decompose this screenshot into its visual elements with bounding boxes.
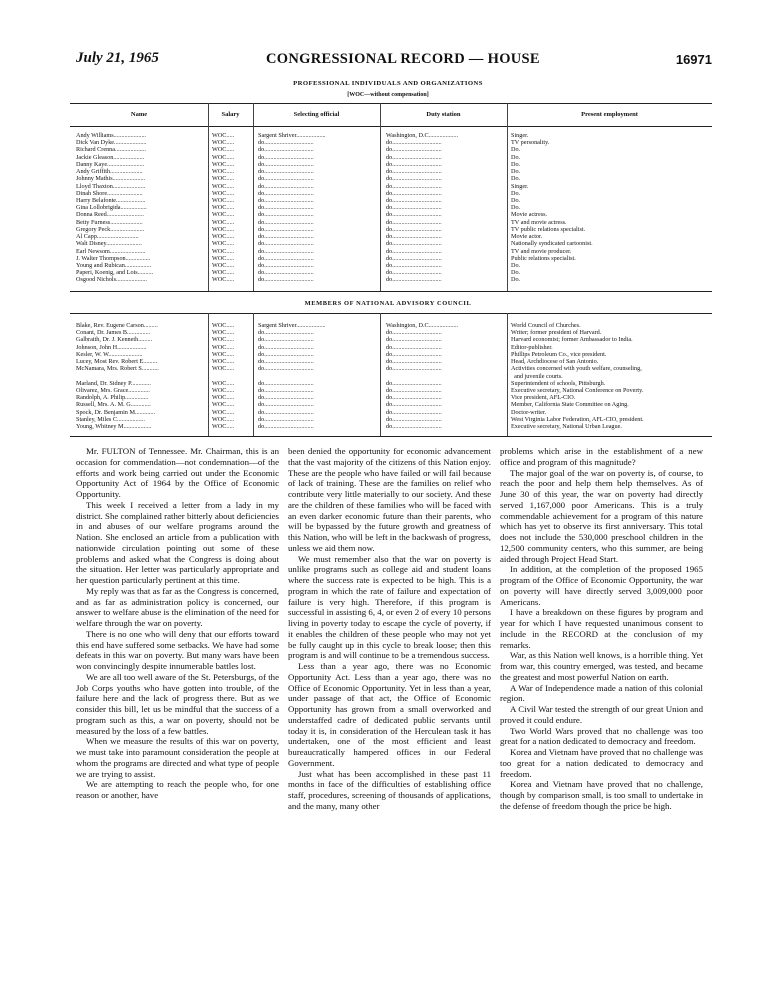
table-cell-station: [386, 373, 505, 380]
table2-title: MEMBERS OF NATIONAL ADVISORY COUNCIL: [304, 300, 472, 307]
table-cell-official: do................................: [258, 269, 314, 277]
table-cell-name: J. Walter Thompson................: [76, 254, 151, 262]
table-cell-employment: Activities concerned with youth welfare, counseling,: [511, 365, 642, 373]
table2-vrule: [380, 313, 381, 436]
header-title: CONGRESSIONAL RECORD — HOUSE: [266, 51, 540, 67]
table-cell-employment: Writer; former president of Harvard.: [511, 329, 602, 337]
table-cell-name: Earl Newsom.......................: [76, 247, 146, 255]
table-cell-name: Olivarez, Mrs. Grace..............: [76, 386, 150, 394]
col-header-employment: Present employment: [581, 111, 638, 118]
table-cell-employment: TV public relations specialist.: [511, 225, 586, 233]
table-cell-station: do................................: [386, 233, 442, 241]
table-cell-station: do................................: [386, 358, 442, 366]
paragraph: We are attempting to reach the people who, for one reason or another, have: [76, 779, 279, 800]
table-cell-employment: Singer.: [511, 182, 529, 190]
table-cell-name: [76, 373, 206, 380]
table-cell-official: do................................: [258, 261, 314, 269]
table-cell-name: Betty Furness.....................: [76, 218, 143, 226]
body-column-2: [288, 446, 491, 812]
table-cell-salary: WOC.....: [212, 408, 235, 416]
table2-stations: [386, 322, 505, 430]
table2-vrule: [208, 313, 209, 436]
table-cell-salary: WOC.....: [212, 168, 235, 176]
table-cell-station: do................................: [386, 379, 442, 387]
table-cell-official: do................................: [258, 146, 314, 154]
table-cell-station: do................................: [386, 365, 442, 373]
table-cell-salary: WOC.....: [212, 350, 235, 358]
table-cell-salary: WOC.....: [212, 358, 235, 366]
table-cell-name: Walt Disney.......................: [76, 240, 142, 248]
table-cell-employment: Do.: [511, 160, 521, 168]
table-cell-name: Johnson, John H...................: [76, 343, 147, 351]
col-header-salary: Salary: [221, 111, 240, 118]
table-cell-station: do................................: [386, 386, 442, 394]
table-cell-employment: Do.: [511, 153, 521, 161]
table-cell-official: do................................: [258, 365, 314, 373]
table-cell-name: Spock, Dr. Benjamin M.............: [76, 408, 156, 416]
table-cell-name: Gregory Peck......................: [76, 225, 145, 233]
table-cell-name: Russell, Mrs. A. M. G.............: [76, 401, 151, 409]
table-cell-station: do................................: [386, 240, 442, 248]
paragraph: Korea and Vietnam have proved that no challenge was too great for a nation dedicated to democracy and freedom.: [500, 747, 703, 779]
table-cell-salary: WOC.....: [212, 386, 235, 394]
table-cell-salary: WOC.....: [212, 423, 235, 431]
table1-vrule: [507, 103, 508, 291]
table-cell-station: do................................: [386, 415, 442, 423]
table-cell-official: do................................: [258, 343, 314, 351]
paragraph: We must remember also that the war on poverty is unlike programs such as college aid and student loans where the success rate is expected to be high. This is a program in which the rate of failure and expectation of failure is very high. Therefore, if this program is successful in assisting 6, 4, or even 2 of every 10 persons living in poverty today to escape the cycle of poverty, if it enables the children of these people who may not yet be fully caught up in this cycle to break loose; then this program is and will continue to be a tremendous success.: [288, 553, 491, 661]
table-cell-station: Washington, D.C...................: [386, 322, 459, 329]
table-cell-official: do................................: [258, 394, 314, 402]
paragraph: There is no one who will deny that our efforts toward this end have suffered some setbacks. We have had some defeats in this war on poverty. But many wars have been won convincingly despite innumerable battles lost.: [76, 628, 279, 671]
table-cell-name: Blake, Rev. Eugene Carson.........: [76, 322, 158, 329]
table-cell-salary: WOC.....: [212, 160, 235, 168]
table-cell-employment: TV personality.: [511, 139, 550, 147]
table-cell-name: Paperi, Koenig, and Lois..........: [76, 269, 154, 277]
paragraph: A Civil War tested the strength of our great Union and proved it could endure.: [500, 704, 703, 725]
paragraph: been denied the opportunity for economic advancement that the vast majority of the citizens of this Nation enjoy. These are the people who have failed or will fail because of lack of training. These are the families on relief who contribute very little materially to our society. And these are the children of these families who will be faced with an even darker economic future than their parents, who will be bypassed by the future growth and greatness of this Nation, who will be left in the backwash of progress, unless we aid them now.: [288, 446, 491, 553]
table-cell-official: do................................: [258, 196, 314, 204]
page-number: 16971: [675, 52, 712, 67]
table-cell-name: Donna Reed........................: [76, 211, 144, 219]
table-cell-station: do................................: [386, 394, 442, 402]
table1-stations: [386, 132, 505, 284]
table-cell-salary: [212, 373, 252, 380]
table-cell-salary: WOC.....: [212, 225, 235, 233]
table-cell-official: do................................: [258, 401, 314, 409]
table-cell-station: do................................: [386, 211, 442, 219]
table-cell-station: do................................: [386, 261, 442, 269]
table-cell-station: do................................: [386, 336, 442, 344]
table-cell-name: Randolph, A. Philip...............: [76, 394, 149, 402]
table-cell-employment: Superintendent of schools, Pittsburgh.: [511, 379, 606, 387]
table-cell-name: Al Capp...........................: [76, 233, 139, 241]
paragraph: War, as this Nation well knows, is a horrible thing. Yet from war, this country emerged, was tested, and became the greatest and most powerful Nation on earth.: [500, 650, 703, 682]
table-cell-official: do................................: [258, 153, 314, 161]
table1-vrule: [380, 103, 381, 291]
table-cell-station: do................................: [386, 146, 442, 154]
table-cell-salary: WOC.....: [212, 322, 235, 329]
header-date: July 21, 1965: [76, 50, 159, 66]
table-cell-salary: WOC.....: [212, 415, 235, 423]
table-cell-employment: World Council of Churches.: [511, 322, 581, 329]
table1-vrule: [253, 103, 254, 291]
table-cell-official: do................................: [258, 336, 314, 344]
table1-title: PROFESSIONAL INDIVIDUALS AND ORGANIZATIONS: [293, 80, 483, 87]
table-cell-name: Richard Crenna....................: [76, 146, 146, 154]
table-cell-official: do................................: [258, 254, 314, 262]
table-cell-name: Gina Lollobrigida.................: [76, 204, 147, 212]
table-cell-name: Andy Williams.....................: [76, 132, 147, 139]
table-cell-station: do................................: [386, 343, 442, 351]
table-cell-employment: Do.: [511, 261, 521, 269]
table-cell-salary: WOC.....: [212, 261, 235, 269]
paragraph: problems which arise in the establishment of a new office and program of this magnitude?: [500, 446, 703, 467]
table-cell-station: do................................: [386, 175, 442, 183]
table2-names: [76, 322, 206, 430]
table-cell-employment: Do.: [511, 269, 521, 277]
table-cell-station: do................................: [386, 408, 442, 416]
paragraph: We are all too well aware of the St. Petersburgs, of the Job Corps youths who have gotten into trouble, of the failure here and the lack of progress there. But as we consider this bill, let us be mindful that the success of a program such as this, a war on poverty, should not be measured by the loss of a few battles.: [76, 671, 279, 736]
table-cell-official: do................................: [258, 189, 314, 197]
table-cell-name: Johnny Mathis.....................: [76, 175, 146, 183]
table-cell-station: do................................: [386, 329, 442, 337]
table-cell-official: do................................: [258, 175, 314, 183]
paragraph: This week I received a letter from a lady in my district. She complained rather bitterly about deficiencies in and abuses of our welfare programs around the Nation. She enclosed an article from a publication with nationwide circulation pointing out some of these problems and asked what the Congress is doing about the situation. Her letter was particularly appropriate and her question particularly pertinent at this time.: [76, 499, 279, 585]
table-cell-official: do................................: [258, 233, 314, 241]
table1-header-rule: [70, 126, 712, 127]
table-cell-salary: WOC.....: [212, 233, 235, 241]
table2-bottom-rule: [70, 436, 712, 437]
table-cell-station: do................................: [386, 196, 442, 204]
table-cell-name: Marland, Dr. Sidney P.............: [76, 379, 151, 387]
table-cell-official: do................................: [258, 358, 314, 366]
table-cell-employment: Nationally syndicated cartoonist.: [511, 240, 593, 248]
table-cell-employment: Executive secretary, National Urban League.: [511, 423, 622, 431]
table-cell-employment: Editor-publisher.: [511, 343, 553, 351]
table-cell-employment: Do.: [511, 189, 521, 197]
table-cell-name: Harry Belafonte...................: [76, 196, 146, 204]
paragraph: A War of Independence made a nation of this colonial region.: [500, 682, 703, 704]
table-cell-official: do................................: [258, 139, 314, 147]
table1-names: [76, 132, 206, 284]
table1-employment: [511, 132, 711, 284]
table-cell-employment: Do.: [511, 175, 521, 183]
table-cell-name: Andy Griffith.....................: [76, 168, 143, 176]
table-cell-employment: Do.: [511, 196, 521, 204]
table-cell-salary: WOC.....: [212, 254, 235, 262]
table1-officials: [258, 132, 378, 284]
table-cell-station: do................................: [386, 139, 442, 147]
table-cell-name: Lucey, Most Rev. Robert E.........: [76, 358, 158, 366]
table-cell-salary: WOC.....: [212, 218, 235, 226]
col-header-official: Selecting official: [293, 111, 340, 118]
table2-salaries: [212, 322, 252, 430]
table-cell-station: do................................: [386, 269, 442, 277]
table-cell-official: do................................: [258, 160, 314, 168]
table-cell-official: do................................: [258, 204, 314, 212]
table-cell-employment: Doctor-writer.: [511, 408, 547, 416]
table-cell-salary: WOC.....: [212, 394, 235, 402]
table-cell-name: Danny Kaye........................: [76, 160, 145, 168]
table-cell-station: do................................: [386, 276, 442, 284]
table-cell-salary: WOC.....: [212, 247, 235, 255]
table1-bottom-rule: [70, 291, 712, 292]
table-cell-official: do................................: [258, 240, 314, 248]
table-cell-name: Young, Whitney M..................: [76, 423, 152, 431]
paragraph: Mr. FULTON of Tennessee. Mr. Chairman, this is an occasion for commendation—not condemnation—of the efforts and work being carried out under the Economic Opportunity Act of 1964 by the Office of Economic Opportunity.: [76, 446, 279, 499]
table-cell-official: do................................: [258, 386, 314, 394]
table-cell-name: Dick Van Dyke.....................: [76, 139, 147, 147]
table-cell-salary: WOC.....: [212, 269, 235, 277]
table-cell-employment: Movie actor.: [511, 233, 543, 241]
table-cell-official: Sargent Shriver...................: [258, 132, 326, 139]
table-cell-official: do................................: [258, 168, 314, 176]
table-cell-station: do................................: [386, 218, 442, 226]
col-header-station: Duty station: [426, 111, 461, 118]
table-cell-salary: WOC.....: [212, 329, 235, 337]
table-cell-station: do................................: [386, 153, 442, 161]
table-cell-official: do................................: [258, 379, 314, 387]
table-cell-salary: WOC.....: [212, 204, 235, 212]
table-cell-salary: WOC.....: [212, 276, 235, 284]
table-cell-station: do................................: [386, 168, 442, 176]
table-cell-station: do................................: [386, 247, 442, 255]
table-cell-salary: WOC.....: [212, 175, 235, 183]
table-cell-employment: West Virginia Labor Federation, AFL-CIO, president.: [511, 415, 644, 423]
table-cell-official: do................................: [258, 423, 314, 431]
table-cell-employment: Head, Archdiocese of San Antonio.: [511, 358, 599, 366]
table-cell-salary: WOC.....: [212, 189, 235, 197]
table-cell-official: do................................: [258, 350, 314, 358]
table2-vrule: [253, 313, 254, 436]
table2-top-rule: [70, 313, 712, 314]
paragraph: Korea and Vietnam have proved that no challenge, though by comparison small, is too small to undertake in the defense of freedom though the price be high.: [500, 779, 703, 811]
table-cell-employment: Do.: [511, 146, 521, 154]
table-cell-name: Jackie Gleason....................: [76, 153, 145, 161]
table-cell-official: do................................: [258, 182, 314, 190]
body-column-3: [500, 446, 703, 812]
table-cell-name: Young and Rubican.................: [76, 261, 152, 269]
table-cell-official: do................................: [258, 247, 314, 255]
table-cell-salary: WOC.....: [212, 365, 235, 373]
table-cell-official: [258, 373, 378, 380]
table-cell-salary: WOC.....: [212, 132, 235, 139]
table-cell-employment: Harvard economist; former Ambassador to India.: [511, 336, 633, 344]
table-cell-employment: Do.: [511, 276, 521, 284]
table-cell-salary: WOC.....: [212, 401, 235, 409]
table1-vrule: [208, 103, 209, 291]
table-cell-salary: WOC.....: [212, 336, 235, 344]
table-cell-official: do................................: [258, 276, 314, 284]
table-cell-employment: Singer.: [511, 132, 529, 139]
paragraph: I have a breakdown on these figures by program and year for which I have requested unanimous consent to include in the RECORD at the conclusion of my remarks.: [500, 607, 703, 650]
table-cell-employment: Do.: [511, 168, 521, 176]
table-cell-official: do................................: [258, 408, 314, 416]
table-cell-employment: Executive secretary, National Conference on Poverty.: [511, 386, 644, 394]
paragraph: Just what has been accomplished in these past 11 months in face of the difficulties of establishing office staff, procedures, screening of thousands of applications, and the many, many other: [288, 768, 491, 811]
table-cell-official: Sargent Shriver...................: [258, 322, 326, 329]
table-cell-salary: WOC.....: [212, 146, 235, 154]
table-cell-employment: TV and movie producer.: [511, 247, 572, 255]
table-cell-station: do................................: [386, 204, 442, 212]
table-cell-employment: Vice president, AFL-CIO.: [511, 394, 576, 402]
table-cell-salary: WOC.....: [212, 211, 235, 219]
table-cell-station: do................................: [386, 423, 442, 431]
table-cell-salary: WOC.....: [212, 196, 235, 204]
table-cell-official: do................................: [258, 211, 314, 219]
table-cell-station: do................................: [386, 254, 442, 262]
table-cell-official: do................................: [258, 415, 314, 423]
paragraph: The major goal of the war on poverty is, of course, to reach the poor and help them help themselves. As of June 30 of this year, the war on poverty had directly served 1,167,000 poor Americans. This is a truly commendable achievement for a program of this nature which has yet to observe its first anniversary. This total does not include the 530,000 preschool children in the 12,500 community centers, who this summer, are being aided through Project Head Start.: [500, 467, 703, 564]
table-cell-station: Washington, D.C...................: [386, 132, 459, 139]
table-cell-salary: WOC.....: [212, 343, 235, 351]
col-header-name: Name: [130, 111, 148, 118]
table2-officials: [258, 322, 378, 430]
table-cell-name: Osgood Nichols....................: [76, 276, 147, 284]
table-cell-station: do................................: [386, 160, 442, 168]
table-cell-official: do................................: [258, 218, 314, 226]
table-cell-salary: WOC.....: [212, 139, 235, 147]
table-cell-employment: Member, California State Committee on Aging.: [511, 401, 629, 409]
table-cell-official: do................................: [258, 329, 314, 337]
table-cell-salary: WOC.....: [212, 153, 235, 161]
table-cell-name: Stanley, Miles C..................: [76, 415, 145, 423]
table-cell-salary: WOC.....: [212, 379, 235, 387]
table-cell-station: do................................: [386, 182, 442, 190]
table-cell-employment: Do.: [511, 204, 521, 212]
table-cell-name: Dinah Shore.......................: [76, 189, 143, 197]
paragraph: When we measure the results of this war on poverty, we must take into paramount consideration the people at whom the programs are directed and what type of people we are trying to assist.: [76, 736, 279, 779]
table-cell-employment: Public relations specialist.: [511, 254, 576, 262]
table-cell-station: do................................: [386, 350, 442, 358]
table2-employment: [511, 322, 711, 430]
table-cell-employment: Movie actress.: [511, 211, 548, 219]
paragraph: In addition, at the completion of the proposed 1965 program of the Office of Economic Opportunity, the war on poverty will have directly served 3,009,000 poor Americans.: [500, 564, 703, 607]
table-cell-name: Kesler, W. W......................: [76, 350, 143, 358]
table-cell-salary: WOC.....: [212, 182, 235, 190]
paragraph: My reply was that as far as the Congress is concerned, and as far as administration policy is concerned, our answer to welfare abuse is the elimination of the need for welfare through the war on poverty.: [76, 585, 279, 628]
table-cell-name: McNamara, Mrs. Robert S...........: [76, 365, 159, 373]
paragraph: Less than a year ago, there was no Economic Opportunity Act. Less than a year ago, there was no Office of Economic Opportunity. Yet in less than a year, under passage of that act, the Office of Economic Opportunity has grown from a small overworked and understaffed cadre of dedicated public servants until today it is, in consideration of the Herculean task it has undertaken, one of the most efficient and least bureaucratically hampered offices in our Federal Government.: [288, 661, 491, 768]
body-column-1: [76, 446, 279, 801]
table1-salaries: [212, 132, 252, 284]
table1-subtitle: [WOC—without compensation]: [347, 92, 429, 98]
table-cell-salary: WOC.....: [212, 240, 235, 248]
table-cell-station: do................................: [386, 401, 442, 409]
table2-vrule: [507, 313, 508, 436]
table-cell-name: Galbraith, Dr. J. Kenneth.........: [76, 336, 153, 344]
table-cell-employment: TV and movie actress.: [511, 218, 567, 226]
table-cell-employment: and juvenile courts.: [511, 372, 563, 380]
table-cell-name: Lloyd Thaxton.....................: [76, 182, 146, 190]
table-cell-station: do................................: [386, 225, 442, 233]
table-cell-employment: Phillips Petroleum Co., vice president.: [511, 350, 607, 358]
table-cell-official: do................................: [258, 225, 314, 233]
paragraph: Two World Wars proved that no challenge was too great for a nation dedicated to democracy and freedom.: [500, 725, 703, 747]
page-header: [76, 50, 712, 72]
table-cell-station: do................................: [386, 189, 442, 197]
table-cell-name: Conant, Dr. James B...............: [76, 329, 151, 337]
